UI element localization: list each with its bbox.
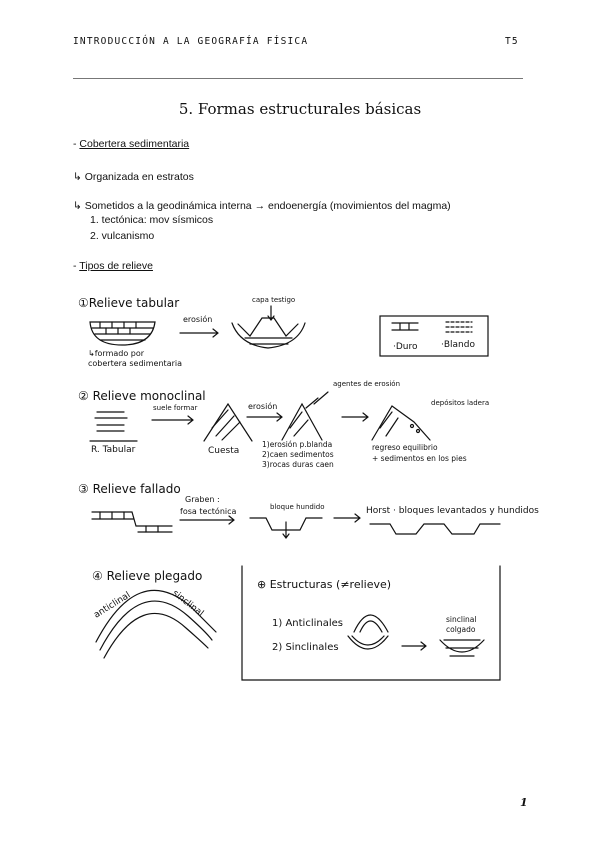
legend-hard-symbol bbox=[392, 323, 418, 330]
monoclinal-arrow1-icon bbox=[152, 416, 193, 424]
cuesta-label: Cuesta bbox=[208, 446, 240, 456]
monoclinal-arrow2-label: erosión bbox=[248, 402, 278, 411]
monoclinal-step-1: 1)erosión p.blanda bbox=[262, 440, 333, 449]
sketch-title-plegado: ④ Relieve plegado bbox=[92, 569, 203, 583]
sublist-item-vulcanismo: 2. vulcanismo bbox=[90, 230, 155, 242]
sinclinal-label: sinclinal bbox=[170, 588, 206, 619]
deposits-label: depósitos ladera bbox=[431, 399, 490, 407]
list-item-geodinamica: ↳ Sometidos a la geodinámica interna → endoenergía (movimientos del magma) bbox=[73, 200, 451, 212]
fosa-label: fosa tectónica bbox=[180, 507, 237, 516]
deposit-dot bbox=[411, 425, 414, 428]
heading-prefix: - bbox=[73, 138, 80, 150]
monoclinal-r-tabular: R. Tabular bbox=[91, 445, 136, 455]
legend-hard-label: ·Duro bbox=[393, 342, 418, 352]
fallado-arrow1-icon bbox=[180, 516, 234, 524]
tabular-strata-bricks bbox=[100, 322, 136, 334]
anticlinal-label: anticlinal bbox=[92, 590, 133, 621]
monoclinal-step-2: 2)caen sedimentos bbox=[262, 450, 334, 459]
tabular-eroded-strata bbox=[245, 338, 292, 344]
anticlinales-label: 1) Anticlinales bbox=[272, 618, 343, 629]
sinclinales-label: 2) Sinclinales bbox=[272, 642, 339, 653]
monoclinal-arrow3-icon bbox=[342, 413, 368, 421]
testigo-arrow-icon bbox=[268, 306, 274, 320]
legend-soft-label: ·Blando bbox=[441, 340, 475, 350]
fallado-bricks bbox=[100, 512, 158, 532]
heading-prefix: - bbox=[73, 260, 80, 272]
eroding-cuesta-strata bbox=[290, 412, 308, 436]
fallado-blocks bbox=[92, 512, 172, 532]
cuesta-strata bbox=[212, 410, 240, 440]
sinclinal-arch-icon bbox=[348, 636, 388, 649]
running-header-title: INTRODUCCIÓN A LA GEOGRAFÍA FÍSICA bbox=[73, 36, 309, 47]
monoclinal-arrow1-label: suele formar bbox=[153, 404, 198, 412]
heading-text: Tipos de relieve bbox=[79, 260, 153, 272]
colgado-label-1: sinclinal bbox=[446, 615, 477, 624]
sketch-title-tabular: ①Relieve tabular bbox=[78, 296, 180, 310]
colgado-icon bbox=[440, 640, 484, 656]
estructuras-arrow-icon bbox=[402, 642, 426, 650]
agents-arrows bbox=[306, 392, 328, 408]
sedimentos-label: + sedimentos en los pies bbox=[372, 454, 467, 463]
eroding-cuesta-outline bbox=[282, 404, 322, 440]
tabular-arrow-icon bbox=[180, 329, 218, 337]
bloque-label: bloque hundido bbox=[270, 503, 325, 511]
deposit-dot bbox=[417, 430, 420, 433]
monoclinal-step-3: 3)rocas duras caen bbox=[262, 460, 334, 469]
agents-label: agentes de erosión bbox=[333, 380, 400, 388]
page-number: 1 bbox=[520, 796, 528, 809]
page-title: 5. Formas estructurales básicas bbox=[178, 100, 422, 118]
equilibrium-slope bbox=[372, 406, 430, 440]
horst-profile bbox=[370, 524, 500, 534]
sublist-item-tectonica: 1. tectónica: mov sísmicos bbox=[90, 214, 214, 226]
anticlinal-arch-icon bbox=[354, 615, 388, 632]
sketch-title-fallado: ③ Relieve fallado bbox=[78, 482, 181, 496]
colgado-label-2: colgado bbox=[446, 625, 476, 634]
list-item-estratos: ↳ Organizada en estratos bbox=[73, 171, 194, 183]
monoclinal-arrow2-icon bbox=[247, 413, 282, 421]
heading-text: Cobertera sedimentaria bbox=[79, 138, 190, 150]
monoclinal-tabular-strata bbox=[95, 412, 127, 431]
equilibrium-strata bbox=[380, 412, 398, 436]
running-header-chapter: T5 bbox=[505, 36, 519, 47]
tabular-arrow-label: erosión bbox=[183, 315, 213, 324]
tabular-strata bbox=[92, 328, 153, 340]
tabular-note: capa testigo bbox=[252, 296, 296, 304]
estructuras-title: ⊕ Estructuras (≠relieve) bbox=[257, 578, 392, 591]
legend-soft-symbol bbox=[446, 322, 472, 332]
tabular-caption-1: ↳formado por bbox=[88, 349, 145, 358]
sketch-title-monoclinal: ② Relieve monoclinal bbox=[78, 389, 206, 403]
tabular-caption-2: cobertera sedimentaria bbox=[88, 359, 183, 368]
graben-label: Graben : bbox=[185, 495, 220, 504]
fallado-arrow2-icon bbox=[334, 514, 360, 522]
horst-label: Horst · bloques levantados y hundidos bbox=[366, 506, 539, 516]
regreso-label: regreso equilibrio bbox=[372, 443, 438, 452]
tabular-eroded-surface bbox=[238, 318, 298, 336]
